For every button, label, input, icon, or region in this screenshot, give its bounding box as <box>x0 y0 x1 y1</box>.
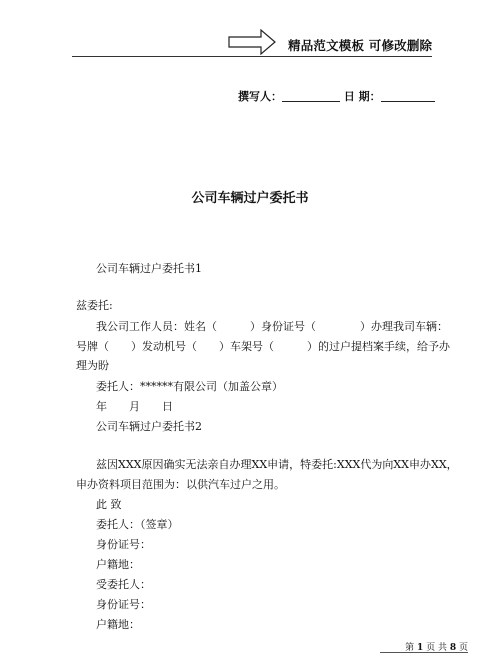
field-agent-id: 身份证号： <box>96 598 151 611</box>
paragraph-2-line-2: 申办资料项目范围为：以供汽车过户之用。 <box>76 478 285 491</box>
date-blank <box>381 90 435 102</box>
document-title: 公司车辆过户委托书 <box>191 191 309 206</box>
field-principal-id: 身份证号： <box>96 538 151 551</box>
paragraph-1-line-1: 我公司工作人员：姓名（ ）身份证号（ ）办理我司车辆： <box>96 320 448 333</box>
field-principal-residence: 户籍地： <box>96 558 140 571</box>
header-rule <box>72 56 432 57</box>
author-blank <box>282 90 340 102</box>
section-heading-1: 公司车辆过户委托书1 <box>96 262 202 275</box>
field-agent-residence: 户籍地： <box>96 618 140 631</box>
author-date-line <box>238 88 435 104</box>
date-label: 日 期： <box>343 90 381 103</box>
field-principal: 委托人：（签章） <box>96 518 179 531</box>
current-page: 1 <box>416 643 424 653</box>
total-pages: 8 <box>449 643 457 653</box>
field-agent: 受委托人： <box>96 578 151 591</box>
arrow-right-icon <box>228 28 278 56</box>
signer-line: 委托人：******有限公司（加盖公章） <box>96 380 283 393</box>
section-heading-2: 公司车辆过户委托书2 <box>96 420 202 433</box>
paragraph-2-line-1: 兹因XXX原因确实无法亲自办理XX申请，特委托:XXX代为向XX申办XX， <box>96 458 458 471</box>
template-banner <box>228 28 432 56</box>
author-label: 撰写人： <box>238 90 282 103</box>
banner-text: 精品范文模板 可修改删除 <box>288 38 433 53</box>
paragraph-1-line-3: 理为盼 <box>76 359 109 372</box>
footer-rule <box>380 652 468 653</box>
page-number: 第 1 页 共 8 页 <box>405 643 468 653</box>
paragraph-1-line-2: 号牌（ ）发动机号（ ）车架号（ ）的过户提档案手续，给予办 <box>76 340 450 353</box>
date-row: 年 月 日 <box>96 400 173 413</box>
closing: 此 致 <box>96 498 122 511</box>
salutation: 兹委托: <box>76 299 113 312</box>
